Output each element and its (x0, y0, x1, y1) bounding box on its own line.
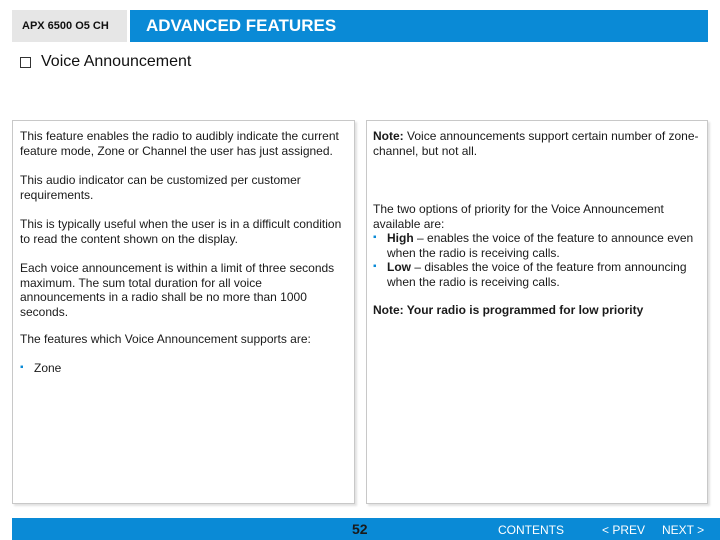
model-label (12, 10, 127, 42)
page-number: 52 (352, 521, 368, 537)
features-list (20, 361, 350, 376)
option-low-line2: when the radio is receiving calls. (387, 274, 560, 289)
checkbox-bullet-icon (20, 57, 31, 68)
prev-link[interactable]: < PREV (602, 523, 646, 537)
bullet-icon: ▪ (373, 261, 377, 272)
usage-paragraph: This is typically useful when the user is in a difficult condition to read the content shown on the display. (20, 217, 342, 246)
bullet-icon: ▪ (20, 362, 24, 373)
list-item (373, 231, 703, 260)
footer-bar (0, 518, 720, 540)
list-item (20, 361, 350, 376)
duration-paragraph: Each voice announcement is within a limit of three seconds maximum. The sum total duration for all voice announcements in a radio shall be no more than 1000 seconds. (20, 261, 335, 319)
page-title: ADVANCED FEATURES (146, 16, 337, 35)
note-zone-channel (373, 129, 703, 158)
supported-features-heading: The features which Voice Announcement supports are: (20, 332, 311, 346)
option-high-name: High (387, 231, 414, 245)
intro-paragraph: This feature enables the radio to audibly indicate the current feature mode, Zone or Channel the user has just assigned. (20, 129, 339, 158)
section-title: Voice Announcement (41, 53, 192, 70)
feature-zone: Zone (34, 361, 62, 375)
section-heading (20, 52, 191, 72)
note-label: Note: (373, 129, 404, 143)
priority-options (373, 202, 703, 289)
option-high-line2: when the radio is receiving calls. (387, 245, 560, 260)
option-low-name: Low (387, 260, 411, 274)
option-high-line1: – enables the voice of the feature to announce even (413, 231, 694, 245)
left-panel (12, 120, 355, 504)
bullet-icon: ▪ (373, 232, 377, 243)
next-link[interactable]: NEXT > (662, 523, 705, 537)
note-priority: Note: Your radio is programmed for low priority (373, 303, 644, 317)
list-item (373, 260, 703, 289)
title-bar (130, 10, 708, 42)
option-low-line1: – disables the voice of the feature from announcing (411, 260, 687, 274)
contents-link[interactable]: CONTENTS (498, 523, 564, 537)
customization-paragraph: This audio indicator can be customized per customer requirements. (20, 173, 301, 202)
note-text: Voice announcements support certain number of zone-channel, but not all. (373, 129, 699, 158)
model-text: APX 6500 O5 CH (22, 20, 109, 32)
priority-intro: The two options of priority for the Voice Announcement available are: (373, 202, 664, 231)
right-panel (366, 120, 708, 504)
